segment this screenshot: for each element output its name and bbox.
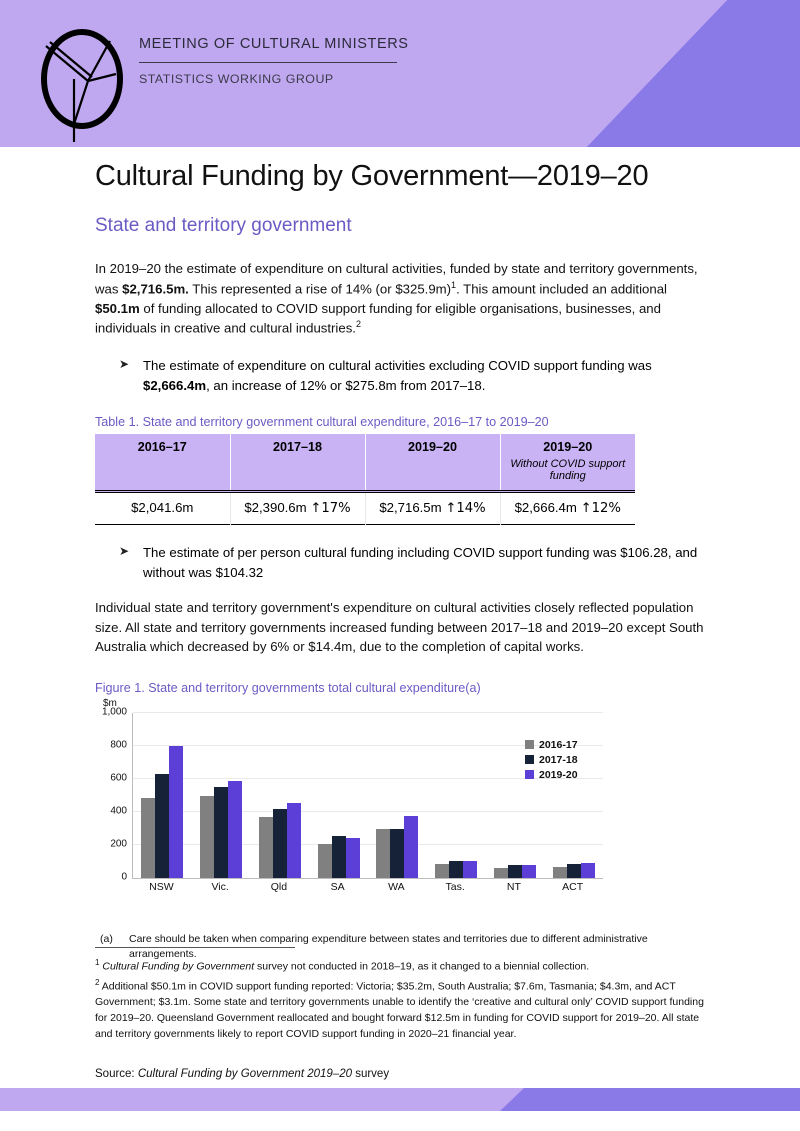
table-col-2019-20-excl-covid xyxy=(500,434,635,492)
bullet-list-1 xyxy=(95,356,715,395)
table-cell-2019-20-excl-covid xyxy=(500,492,635,525)
source-title: Cultural Funding by Government 2019–20 xyxy=(137,1068,352,1080)
table-cell-value: $2,041.6m xyxy=(131,500,194,516)
page-footer-banner xyxy=(0,1088,800,1111)
footnote-text: survey not conducted in 2018–19, as it changed to a biennial collection. xyxy=(254,960,590,973)
bullet-arrow-icon: ➤ xyxy=(119,357,130,372)
table-cell-2016-17 xyxy=(95,492,230,525)
header-org-line2: STATISTICS WORKING GROUP xyxy=(139,72,334,86)
bar-act-2019-20 xyxy=(581,863,595,878)
intro-text-2: This represented a rise of 14% (or $325.9m) xyxy=(188,281,452,297)
expenditure-table xyxy=(95,434,635,525)
bar-tas-2016-17 xyxy=(435,864,449,878)
bar-nsw-2016-17 xyxy=(141,798,155,878)
y-axis-tick-label: 400 xyxy=(110,805,127,817)
y-axis-unit-label: $m xyxy=(103,697,117,709)
table-col-2016-17 xyxy=(95,434,230,492)
legend-label: 2016-17 xyxy=(539,738,578,751)
bar-sa-2019-20 xyxy=(346,838,360,878)
bar-group xyxy=(368,713,427,878)
table-caption: Table 1. State and territory government cultural expenditure, 2016–17 to 2019–20 xyxy=(95,415,549,430)
x-axis-tick-label: Tas. xyxy=(445,880,465,893)
bar-vic-2016-17 xyxy=(200,796,214,878)
intro-text-4: of funding allocated to COVID support funding for eligible organisations, businesses, and individuals in creative and cultural industries. xyxy=(95,300,661,336)
bar-group xyxy=(192,713,251,878)
intro-bold-total: $2,716.5m. xyxy=(122,281,189,297)
footnote-text: Additional $50.1m in COVID support funding reported: Victoria; $35.2m, South Australia; $7.6m, Tasmania; $4.3m, and ACT Government; $3.1m. Some state and territory governments unable to identify the ‘creative and cultural only’ COVID support funding for 2019–20. Queensland Government reallocated and bought forward $12.5m in funding for COVID support for 2019–20. All state and territory governments likely to report COVID support funding in 2020–21 financial year. xyxy=(95,980,704,1040)
bar-wa-2019-20 xyxy=(404,816,418,878)
footnote-divider xyxy=(95,947,295,948)
table-cell-change: ↑14% xyxy=(445,501,486,517)
bar-nt-2017-18 xyxy=(508,865,522,878)
table-row xyxy=(95,492,635,525)
x-axis-tick-label: NSW xyxy=(149,880,174,893)
figure-footnote-marker: (a) xyxy=(100,932,113,945)
table-col-2019-20 xyxy=(365,434,500,492)
legend-swatch-icon xyxy=(525,755,534,764)
bar-nt-2019-20 xyxy=(522,865,536,878)
table-col-2017-18 xyxy=(230,434,365,492)
x-axis-tick-label: Qld xyxy=(270,880,288,893)
bar-group xyxy=(486,713,545,878)
footnote-ref-2: 2 xyxy=(355,319,361,330)
bar-act-2016-17 xyxy=(553,867,567,878)
bullet-text-1: The estimate of expenditure on cultural activities excluding COVID support funding was xyxy=(143,358,652,374)
bar-qld-2016-17 xyxy=(259,817,273,878)
legend-item xyxy=(525,754,578,766)
table-cell-value: $2,666.4m xyxy=(514,500,577,516)
chart-bars-layer xyxy=(133,713,603,878)
bar-chart xyxy=(95,697,655,916)
bullet-text-2: , an increase of 12% or $275.8m from 2017–18. xyxy=(206,377,486,393)
bar-sa-2017-18 xyxy=(332,836,346,878)
table-col-sublabel: Without COVID support funding xyxy=(510,458,626,483)
table-col-label: 2019–20 xyxy=(543,440,593,455)
bar-group xyxy=(427,713,486,878)
x-axis-tick-label: ACT xyxy=(562,880,584,893)
list-item xyxy=(95,356,715,395)
bullet-list-2 xyxy=(95,543,715,582)
source-prefix: Source: xyxy=(95,1068,138,1080)
bar-group xyxy=(309,713,368,878)
bar-nsw-2017-18 xyxy=(155,774,169,878)
y-axis-tick-label: 800 xyxy=(110,739,127,751)
page-subtitle: State and territory government xyxy=(95,215,352,237)
bar-nt-2016-17 xyxy=(494,868,508,878)
bar-group xyxy=(133,713,192,878)
intro-text-1: In 2019–20 the estimate of expenditure on cultural activities, funded by state and territory governments, was xyxy=(95,261,698,297)
legend-label: 2017-18 xyxy=(539,753,578,766)
figure-caption: Figure 1. State and territory governments total cultural expenditure(a) xyxy=(95,680,481,695)
footnote-ref-1: 1 xyxy=(451,279,457,290)
bar-wa-2017-18 xyxy=(390,829,404,878)
bullet-arrow-icon: ➤ xyxy=(119,544,130,559)
x-axis-tick-label: SA xyxy=(330,880,345,893)
table-cell-value: $2,390.6m xyxy=(244,500,307,516)
bar-vic-2019-20 xyxy=(228,781,242,878)
legend-item xyxy=(525,769,578,781)
chart-legend xyxy=(525,739,578,784)
bar-vic-2017-18 xyxy=(214,787,228,878)
figure-footnote-text: Care should be taken when comparing expenditure between states and territories due to different administrative arrangements. xyxy=(129,932,648,961)
footnote-2 xyxy=(95,977,715,1043)
footnote-number: 2 xyxy=(95,977,100,987)
bar-qld-2017-18 xyxy=(273,809,287,878)
y-axis-tick-label: 600 xyxy=(110,772,127,784)
page-header-banner xyxy=(0,0,800,147)
table-cell-change: ↑12% xyxy=(580,501,621,517)
list-item xyxy=(95,543,715,582)
paragraph-population: Individual state and territory government's expenditure on cultural activities closely reflected population size. All state and territory governments increased funding between 2017–18 and 2019–20 except South Australia which decreased by 6% or $14.4m, due to the completion of capital works. xyxy=(95,600,704,655)
table-cell-change: ↑17% xyxy=(310,501,351,517)
legend-swatch-icon xyxy=(525,770,534,779)
footnotes-section xyxy=(95,947,715,1044)
source-line xyxy=(95,1068,389,1080)
table-col-label: 2019–20 xyxy=(407,440,458,455)
header-org-text xyxy=(139,36,409,86)
document-content xyxy=(95,160,715,962)
x-axis-tick-label: Vic. xyxy=(211,880,229,893)
legend-label: 2019-20 xyxy=(539,768,578,781)
intro-paragraph xyxy=(95,259,715,338)
table-col-label: 2016–17 xyxy=(137,440,187,455)
footnote-1 xyxy=(95,957,715,975)
footnote-italic-title: Cultural Funding by Government xyxy=(102,960,255,973)
bar-group xyxy=(251,713,310,878)
x-axis-tick-label: NT xyxy=(506,880,521,893)
legend-item xyxy=(525,739,578,751)
table-body xyxy=(95,492,635,525)
bar-nsw-2019-20 xyxy=(169,746,183,878)
header-org-line1: MEETING OF CULTURAL MINISTERS xyxy=(139,36,409,52)
x-axis-labels xyxy=(132,881,602,893)
bullet-bold-1: $2,666.4m xyxy=(143,377,207,393)
chart-plot-area xyxy=(101,706,603,883)
footnote-number: 1 xyxy=(95,958,100,968)
intro-bold-covid: $50.1m xyxy=(95,300,140,316)
header-diagonal-accent xyxy=(540,0,800,147)
table-cell-2019-20 xyxy=(365,492,500,525)
bar-qld-2019-20 xyxy=(287,803,301,878)
bar-tas-2019-20 xyxy=(463,861,477,878)
bar-sa-2016-17 xyxy=(318,844,332,877)
legend-swatch-icon xyxy=(525,740,534,749)
y-axis-tick-label: 1,000 xyxy=(101,706,127,718)
mcm-compass-logo xyxy=(30,24,150,142)
footer-diagonal-accent xyxy=(500,1088,800,1111)
table-header-row xyxy=(95,434,635,492)
table-cell-value: $2,716.5m xyxy=(379,500,442,516)
bullet-text-1: The estimate of per person cultural funding including COVID support funding was $106.28, and without was $104.32 xyxy=(143,545,698,580)
table-cell-2017-18 xyxy=(230,492,365,525)
intro-text-3: . This amount included an additional xyxy=(456,281,667,297)
bar-wa-2016-17 xyxy=(376,829,390,878)
page-title: Cultural Funding by Government—2019–20 xyxy=(95,160,649,192)
header-divider xyxy=(139,62,397,63)
x-axis-tick-label: WA xyxy=(388,880,405,893)
table-col-label: 2017–18 xyxy=(272,440,323,455)
source-suffix: survey xyxy=(352,1068,390,1080)
bar-tas-2017-18 xyxy=(449,861,463,878)
y-axis-tick-label: 200 xyxy=(110,838,127,850)
y-axis-tick-label: 0 xyxy=(121,871,127,883)
bar-act-2017-18 xyxy=(567,864,581,878)
bar-group xyxy=(544,713,603,878)
